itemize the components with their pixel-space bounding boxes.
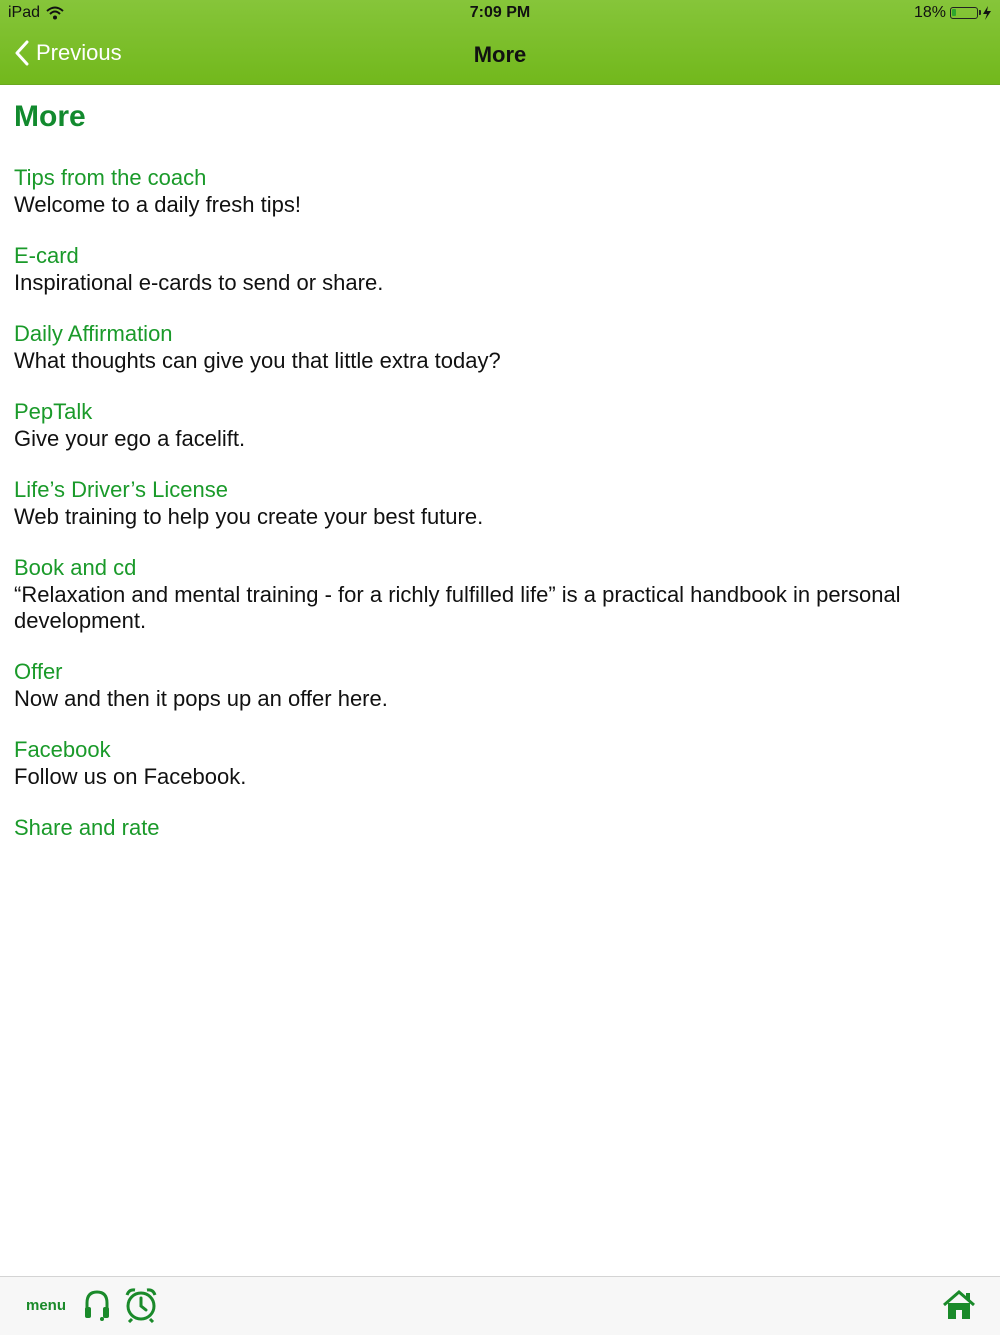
nav-bar (0, 28, 1000, 84)
battery-fill (952, 9, 956, 16)
menu-button[interactable]: menu (26, 1297, 67, 1314)
headphones-icon[interactable] (82, 1289, 112, 1323)
list-item-title[interactable]: Book and cd (14, 555, 137, 580)
list-item-title[interactable]: Facebook (14, 737, 111, 762)
list-item[interactable] (14, 658, 974, 712)
nav-title: More (473, 42, 527, 67)
battery-icon (950, 7, 978, 19)
list-item-title[interactable]: Life’s Driver’s License (14, 477, 228, 502)
alarm-clock-icon[interactable] (124, 1287, 158, 1323)
list-item[interactable] (14, 476, 974, 530)
list-item-title[interactable]: Daily Affirmation (14, 321, 173, 346)
list-item-description: Now and then it pops up an offer here. (14, 686, 388, 711)
more-list (14, 164, 974, 842)
list-item-description: Web training to help you create your best future. (14, 504, 484, 529)
list-item-title[interactable]: E-card (14, 243, 79, 268)
list-item[interactable] (14, 320, 974, 374)
list-item-description: What thoughts can give you that little extra today? (14, 348, 501, 373)
bottom-tab-bar (0, 1276, 1000, 1335)
back-label: Previous (36, 40, 122, 65)
list-item-title[interactable]: Tips from the coach (14, 165, 207, 190)
list-item[interactable] (14, 554, 974, 634)
status-bar (0, 0, 1000, 28)
list-item[interactable] (14, 398, 974, 452)
list-item-description: Give your ego a facelift. (14, 426, 246, 451)
charging-bolt-icon (982, 6, 992, 20)
list-item-title[interactable]: Share and rate (14, 815, 160, 840)
battery-percent: 18% (913, 4, 946, 21)
device-name: iPad (8, 4, 41, 21)
list-item-description: “Relaxation and mental training - for a richly fulfilled life” is a practical handbook in personal development. (14, 582, 901, 633)
list-item-description: Inspirational e-cards to send or share. (14, 270, 384, 295)
list-item-title[interactable]: Offer (14, 659, 63, 684)
list-item[interactable] (14, 164, 974, 218)
status-time: 7:09 PM (469, 4, 531, 21)
list-item[interactable] (14, 736, 974, 790)
list-item-description: Welcome to a daily fresh tips! (14, 192, 301, 217)
list-item-description: Follow us on Facebook. (14, 764, 247, 789)
home-icon[interactable] (942, 1289, 976, 1321)
status-right (914, 4, 992, 22)
top-bar (0, 0, 1000, 85)
main-content (14, 96, 974, 866)
page-title: More (14, 100, 86, 133)
list-item-title[interactable]: PepTalk (14, 399, 93, 424)
list-item[interactable] (14, 814, 974, 842)
list-item[interactable] (14, 242, 974, 296)
